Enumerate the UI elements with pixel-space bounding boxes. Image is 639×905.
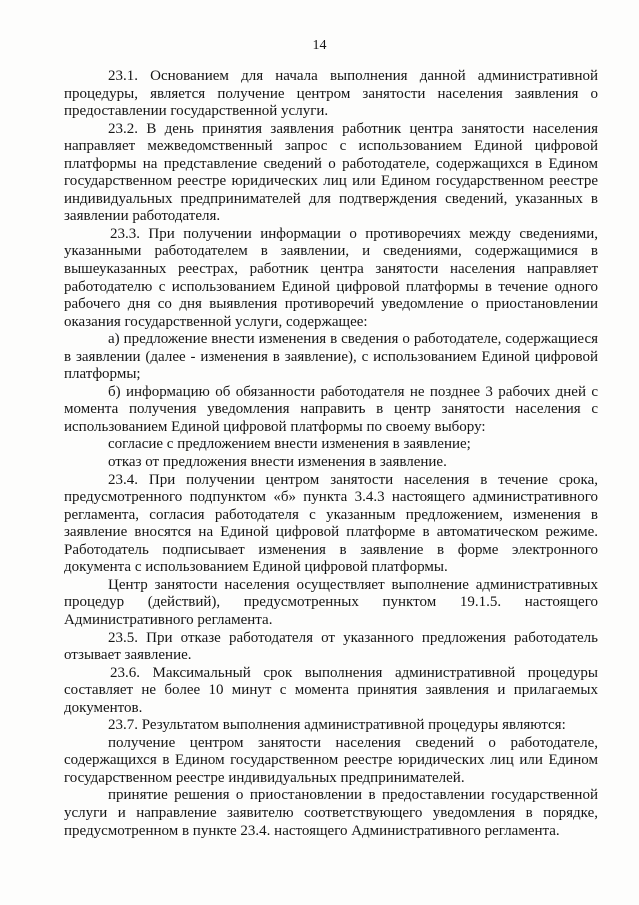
paragraph-result-info: получение центром занятости населения сведений о работодателе, содержащихся в Едином государственном реестре юридических лиц или Едином государственном реестре индивидуальных предпринимателей.	[64, 734, 598, 786]
paragraph-23-1: 23.1. Основанием для начала выполнения данной административной процедуры, является получение центром занятости населения заявления о предоставлении государственной услуги.	[64, 68, 598, 120]
paragraph-center-actions: Центр занятости населения осуществляет выполнение административных процедур (действий), предусмотренных пунктом 19.1.5. настоящего Административного регламента.	[64, 576, 598, 628]
page-number: 14	[312, 38, 327, 53]
paragraph-item-a: а) предложение внести изменения в сведения о работодателе, содержащиеся в заявлении (далее - изменения в заявление), с использованием Единой цифровой платформы;	[64, 331, 598, 383]
paragraph-result-decision: принятие решения о приостановлении в предоставлении государственной услуги и направление заявителю соответствующего уведомления в порядке, предусмотренном в пункте 23.4. настоящего Административного регламента.	[64, 787, 598, 839]
paragraph-item-b: б) информацию об обязанности работодателя не позднее 3 рабочих дней с момента получения уведомления направить в центр занятости населения с использованием Единой цифровой платформы по своему выбору:	[64, 383, 598, 435]
paragraph-option-refuse: отказ от предложения внести изменения в заявление.	[108, 454, 447, 471]
paragraph-23-5: 23.5. При отказе работодателя от указанного предложения работодатель отзывает заявление.	[64, 629, 598, 664]
paragraph-option-agree: согласие с предложением внести изменения в заявление;	[108, 436, 471, 453]
paragraph-23-7: 23.7. Результатом выполнения административной процедуры являются:	[108, 717, 566, 734]
paragraph-23-6: 23.6. Максимальный срок выполнения административной процедуры составляет не более 10 минут с момента принятия заявления и прилагаемых документов.	[64, 664, 598, 716]
paragraph-23-2: 23.2. В день принятия заявления работник центра занятости населения направляет межведомственный запрос с использованием Единой цифровой платформы на представление сведений о работодателе, содержащихся в Едином государственном реестре юридических лиц или Едином государственном реестре индивидуальных предпринимателей для подтверждения сведений, указанных в заявлении работодателя.	[64, 120, 598, 225]
paragraph-23-4: 23.4. При получении центром занятости населения в течение срока, предусмотренного подпунктом «б» пункта 3.4.3 настоящего административного регламента, согласия работодателя с указанным предложением, изменения в заявление вносятся на Единой цифровой платформе в автоматическом режиме. Работодатель подписывает изменения в заявление в форме электронного документа с использованием Единой цифровой платформы.	[64, 471, 598, 576]
document-body	[64, 68, 598, 840]
paragraph-23-3: 23.3. При получении информации о противоречиях между сведениями, указанными работодателем в заявлении, и сведениями, содержащимися в вышеуказанных реестрах, работник центра занятости населения направляет работодателю с использованием Единой цифровой платформы в течение одного рабочего дня со дня выявления противоречий уведомление о приостановлении оказания государственной услуги, содержащее:	[64, 225, 598, 330]
